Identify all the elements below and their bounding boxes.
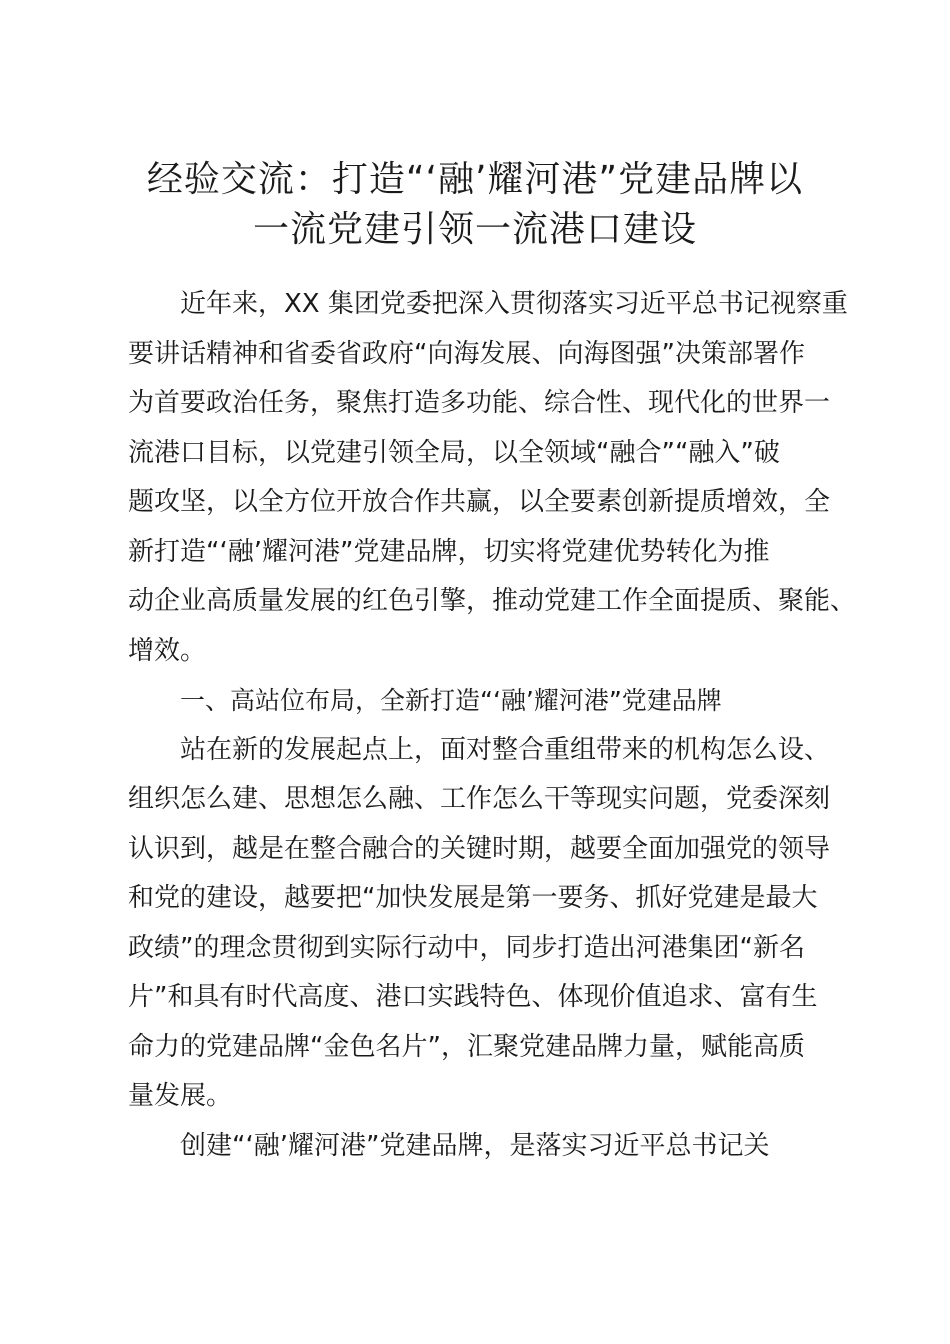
paragraph-3 [128, 1122, 840, 1172]
paragraph-line: 要讲话精神和省委省政府“向海发展、向海图强”决策部署作 [128, 338, 805, 369]
paragraph-line: 命力的党建品牌“金色名片”，汇聚党建品牌力量，赋能高质 [128, 1031, 805, 1062]
document-title [110, 155, 840, 255]
paragraph-line: 增效。 [128, 635, 207, 666]
paragraph-line: 认识到，越是在整合融合的关键时期，越要全面加强党的领导 [128, 833, 831, 864]
document-body [128, 280, 857, 1171]
paragraph-line: 近年来，XX 集团党委把深入贯彻落实习近平总书记视察重 [180, 289, 848, 319]
paragraph-line: 和党的建设，越要把“加快发展是第一要务、抓好党建是最大 [128, 883, 818, 913]
paragraph-line: 量发展。 [128, 1081, 233, 1111]
paragraph-line: 片”和具有时代高度、港口实践特色、体现价值追求、富有生 [128, 982, 818, 1012]
title-line-1: 经验交流：打造“‘融’耀河港”党建品牌以 [146, 159, 804, 200]
section-heading-1: 一、高站位布局，全新打造“‘融’耀河港”党建品牌 [180, 686, 722, 715]
paragraph-line: 组织怎么建、思想怎么融、工作怎么干等现实问题，党委深刻 [128, 784, 831, 814]
paragraph-line: 创建“‘融’耀河港”党建品牌，是落实习近平总书记关 [180, 1130, 770, 1161]
paragraph-2 [128, 726, 840, 1122]
paragraph-line: 流港口目标，以党建引领全局，以全领域“融合”“融入”破 [128, 437, 780, 468]
paragraph-1 [128, 280, 857, 676]
paragraph-line: 为首要政治任务，聚焦打造多功能、综合性、现代化的世界一 [128, 388, 831, 418]
paragraph-line: 动企业高质量发展的红色引擎，推动党建工作全面提质、聚能、 [128, 586, 857, 616]
paragraph-line: 题攻坚，以全方位开放合作共赢，以全要素创新提质增效，全 [128, 487, 831, 517]
paragraph-line: 政绩”的理念贯彻到实际行动中，同步打造出河港集团“新名 [128, 932, 805, 963]
title-line-2: 一流党建引领一流港口建设 [252, 209, 697, 250]
paragraph-line: 站在新的发展起点上，面对整合重组带来的机构怎么设、 [180, 734, 831, 765]
paragraph-line: 新打造“‘融’耀河港”党建品牌，切实将党建优势转化为推 [128, 536, 770, 567]
